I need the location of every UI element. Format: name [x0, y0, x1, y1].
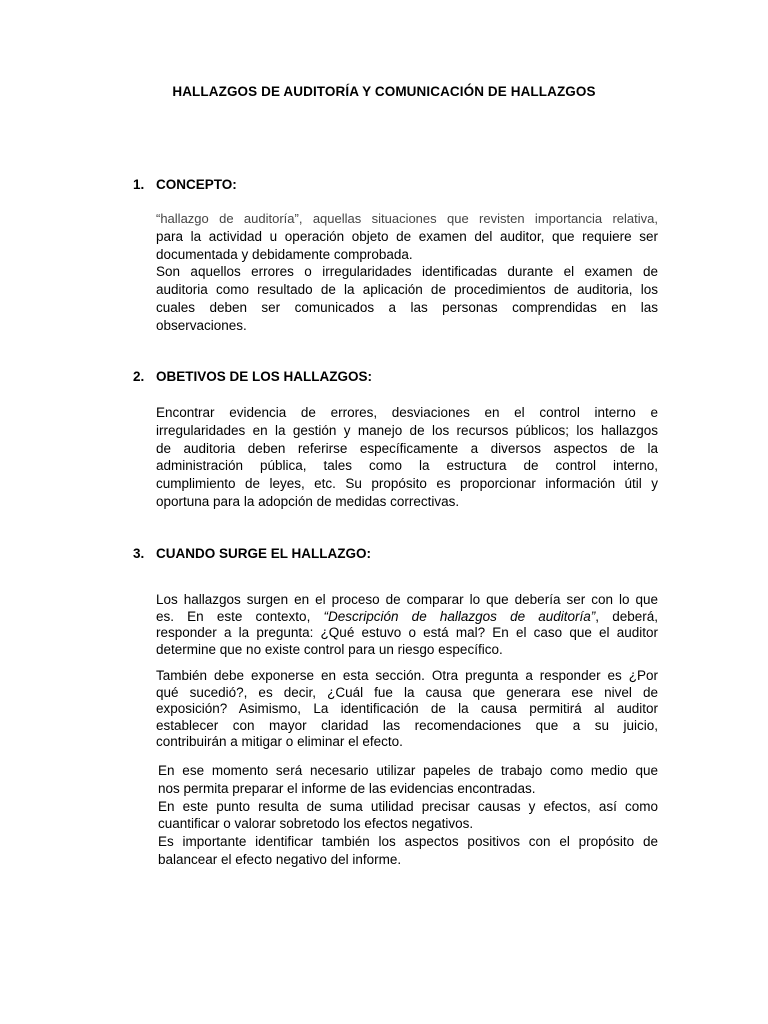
section-heading-text: OBETIVOS DE LOS HALLAZGOS: [156, 369, 373, 384]
text-line: auditoria como resultado de la aplicación de procedimientos de auditoria, los [156, 282, 658, 298]
section-heading-objetivos [133, 369, 372, 384]
text-line: También debe exponerse en esta sección. Otra pregunta a responder es ¿Por [156, 668, 658, 683]
text-line: para la actividad u operación objeto de examen del auditor, que requiere ser [156, 228, 658, 244]
text-line: administración pública, tales como la estructura de control interno, [156, 458, 658, 474]
text-line: En este punto resulta de suma utilidad precisar causas y efectos, así como [158, 798, 658, 814]
text-line: En ese momento será necesario utilizar papeles de trabajo como medio que [158, 763, 658, 778]
text-line: Es importante identificar también los aspectos positivos con el propósito de [158, 834, 658, 850]
text-line: observaciones. [156, 317, 247, 333]
text-run: es. En este contexto, [156, 608, 311, 624]
section-number: 2. [133, 369, 145, 384]
text-line: exposición? Asimismo, La identificación de la causa permitirá al auditor [156, 701, 658, 716]
italic-quote: “Descripción de hallazgos de auditoría” [323, 608, 596, 624]
document-title: HALLAZGOS DE AUDITORÍA Y COMUNICACIÓN DE HALLAZGOS [172, 84, 596, 99]
text-line: balancear el efecto negativo del informe. [158, 851, 402, 867]
text-line: contribuirán a mitigar o eliminar el efecto. [156, 734, 403, 749]
section-heading-concepto [133, 177, 237, 192]
section-heading-text: CONCEPTO: [156, 177, 237, 192]
text-line: Los hallazgos surgen en el proceso de comparar lo que debería ser con lo que [156, 592, 658, 607]
text-line: cuantificar o valorar sobretodo los efectos negativos. [158, 816, 474, 832]
text-line: nos permita preparar el informe de las evidencias encontradas. [158, 780, 536, 796]
text-line: cuales deben ser comunicados a las personas comprendidas en las [156, 299, 658, 315]
section-heading-cuando-surge [133, 546, 371, 561]
text-line: cumplimiento de leyes, etc. Su propósito es proporcionar información útil y [156, 476, 658, 492]
text-line: establecer con mayor claridad las recomendaciones que a su juicio, [156, 717, 658, 733]
paragraph-surge-2 [156, 668, 658, 751]
text-line: determine que no existe control para un riesgo específico. [156, 641, 503, 657]
text-line: responder a la pregunta: ¿Qué estuvo o está mal? En el caso que el auditor [156, 625, 658, 640]
text-line [156, 609, 658, 626]
section-number: 3. [133, 546, 145, 561]
text-line: irregularidades en la gestión y manejo de los recursos públicos; los hallazgos [156, 422, 658, 438]
text-run: , deberá, [595, 608, 658, 624]
text-line: oportuna para la adopción de medidas correctivas. [156, 493, 460, 509]
text-line: Encontrar evidencia de errores, desviaciones en el control interno e [156, 405, 658, 420]
text-line: de auditoria deben referirse específicamente a diversos aspectos de la [156, 440, 658, 456]
text-line: documentada y debidamente comprobada. [156, 246, 413, 262]
text-line: “hallazgo de auditoría”, aquellas situaciones que revisten importancia relativa, [156, 211, 658, 226]
paragraph-surge-3 [158, 762, 658, 869]
section-heading-text: CUANDO SURGE EL HALLAZGO: [156, 546, 371, 561]
paragraph-concepto-1 [156, 210, 658, 335]
text-line: qué sucedió?, es decir, ¿Cuál fue la causa que generara ese nivel de [156, 684, 658, 700]
text-line: Son aquellos errores o irregularidades identificadas durante el examen de [156, 264, 658, 280]
section-number: 1. [133, 177, 145, 192]
paragraph-surge-1 [156, 592, 658, 658]
paragraph-objetivos [156, 404, 658, 511]
